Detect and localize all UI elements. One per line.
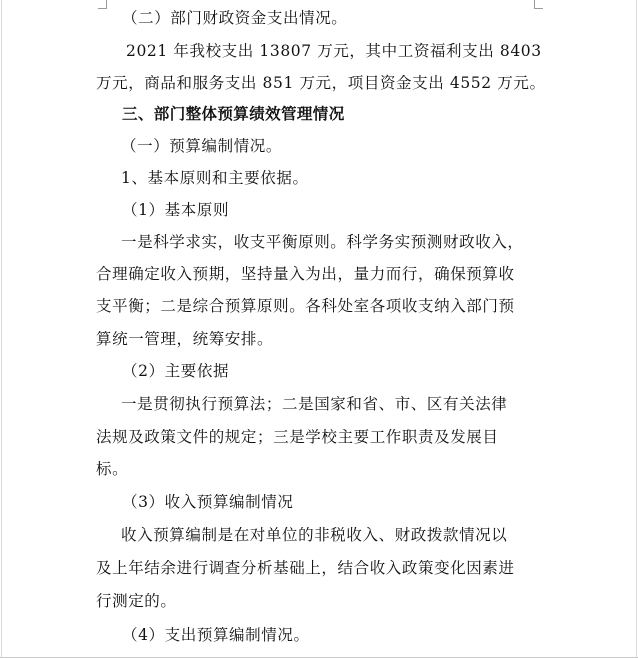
paragraph-line: 行测定的。 bbox=[96, 592, 177, 610]
list-heading-principles-basis: 1、基本原则和主要依据。 bbox=[121, 169, 309, 187]
subsection-heading-budget-preparation: （一）预算编制情况。 bbox=[121, 137, 283, 155]
subsection-heading-financial-expenditure: （二）部门财政资金支出情况。 bbox=[122, 9, 348, 27]
paragraph-line: 标。 bbox=[96, 460, 129, 478]
section-heading-performance: 三、部门整体预算绩效管理情况 bbox=[122, 105, 345, 123]
paragraph-line: 一是贯彻执行预算法；二是国家和省、市、区有关法律 bbox=[121, 395, 508, 413]
paragraph-line: 合理确定收入预期，坚持量入为出，量力而行，确保预算收 bbox=[96, 265, 515, 283]
item-heading-income-budget: （3）收入预算编制情况 bbox=[122, 493, 294, 511]
paragraph-line: 算统一管理，统筹安排。 bbox=[96, 330, 274, 348]
margin-corner-mark-left bbox=[98, 0, 107, 9]
paragraph-line: 收入预算编制是在对单位的非税收入、财政拨款情况以 bbox=[121, 526, 508, 544]
paragraph-line: 万元，商品和服务支出 851 万元，项目资金支出 4552 万元。 bbox=[96, 74, 546, 92]
page-right-edge bbox=[636, 0, 637, 658]
page-left-edge bbox=[1, 0, 2, 658]
item-heading-main-basis: （2）主要依据 bbox=[122, 362, 230, 380]
paragraph-line: 及上年结余进行调查分析基础上，结合收入政策变化因素进 bbox=[96, 559, 515, 577]
margin-corner-mark-right bbox=[534, 0, 543, 9]
paragraph-line: 2021 年我校支出 13807 万元，其中工资福利支出 8403 bbox=[126, 42, 542, 60]
paragraph-line: 一是科学求实，收支平衡原则。科学务实预测财政收入， bbox=[121, 233, 524, 251]
paragraph-line: 支平衡；二是综合预算原则。各科处室各项收支纳入部门预 bbox=[96, 297, 515, 315]
item-heading-expenditure-budget: （4）支出预算编制情况。 bbox=[122, 626, 310, 644]
paragraph-line: 法规及政策文件的规定；三是学校主要工作职责及发展目 bbox=[96, 428, 499, 446]
item-heading-basic-principles: （1）基本原则 bbox=[122, 201, 230, 219]
